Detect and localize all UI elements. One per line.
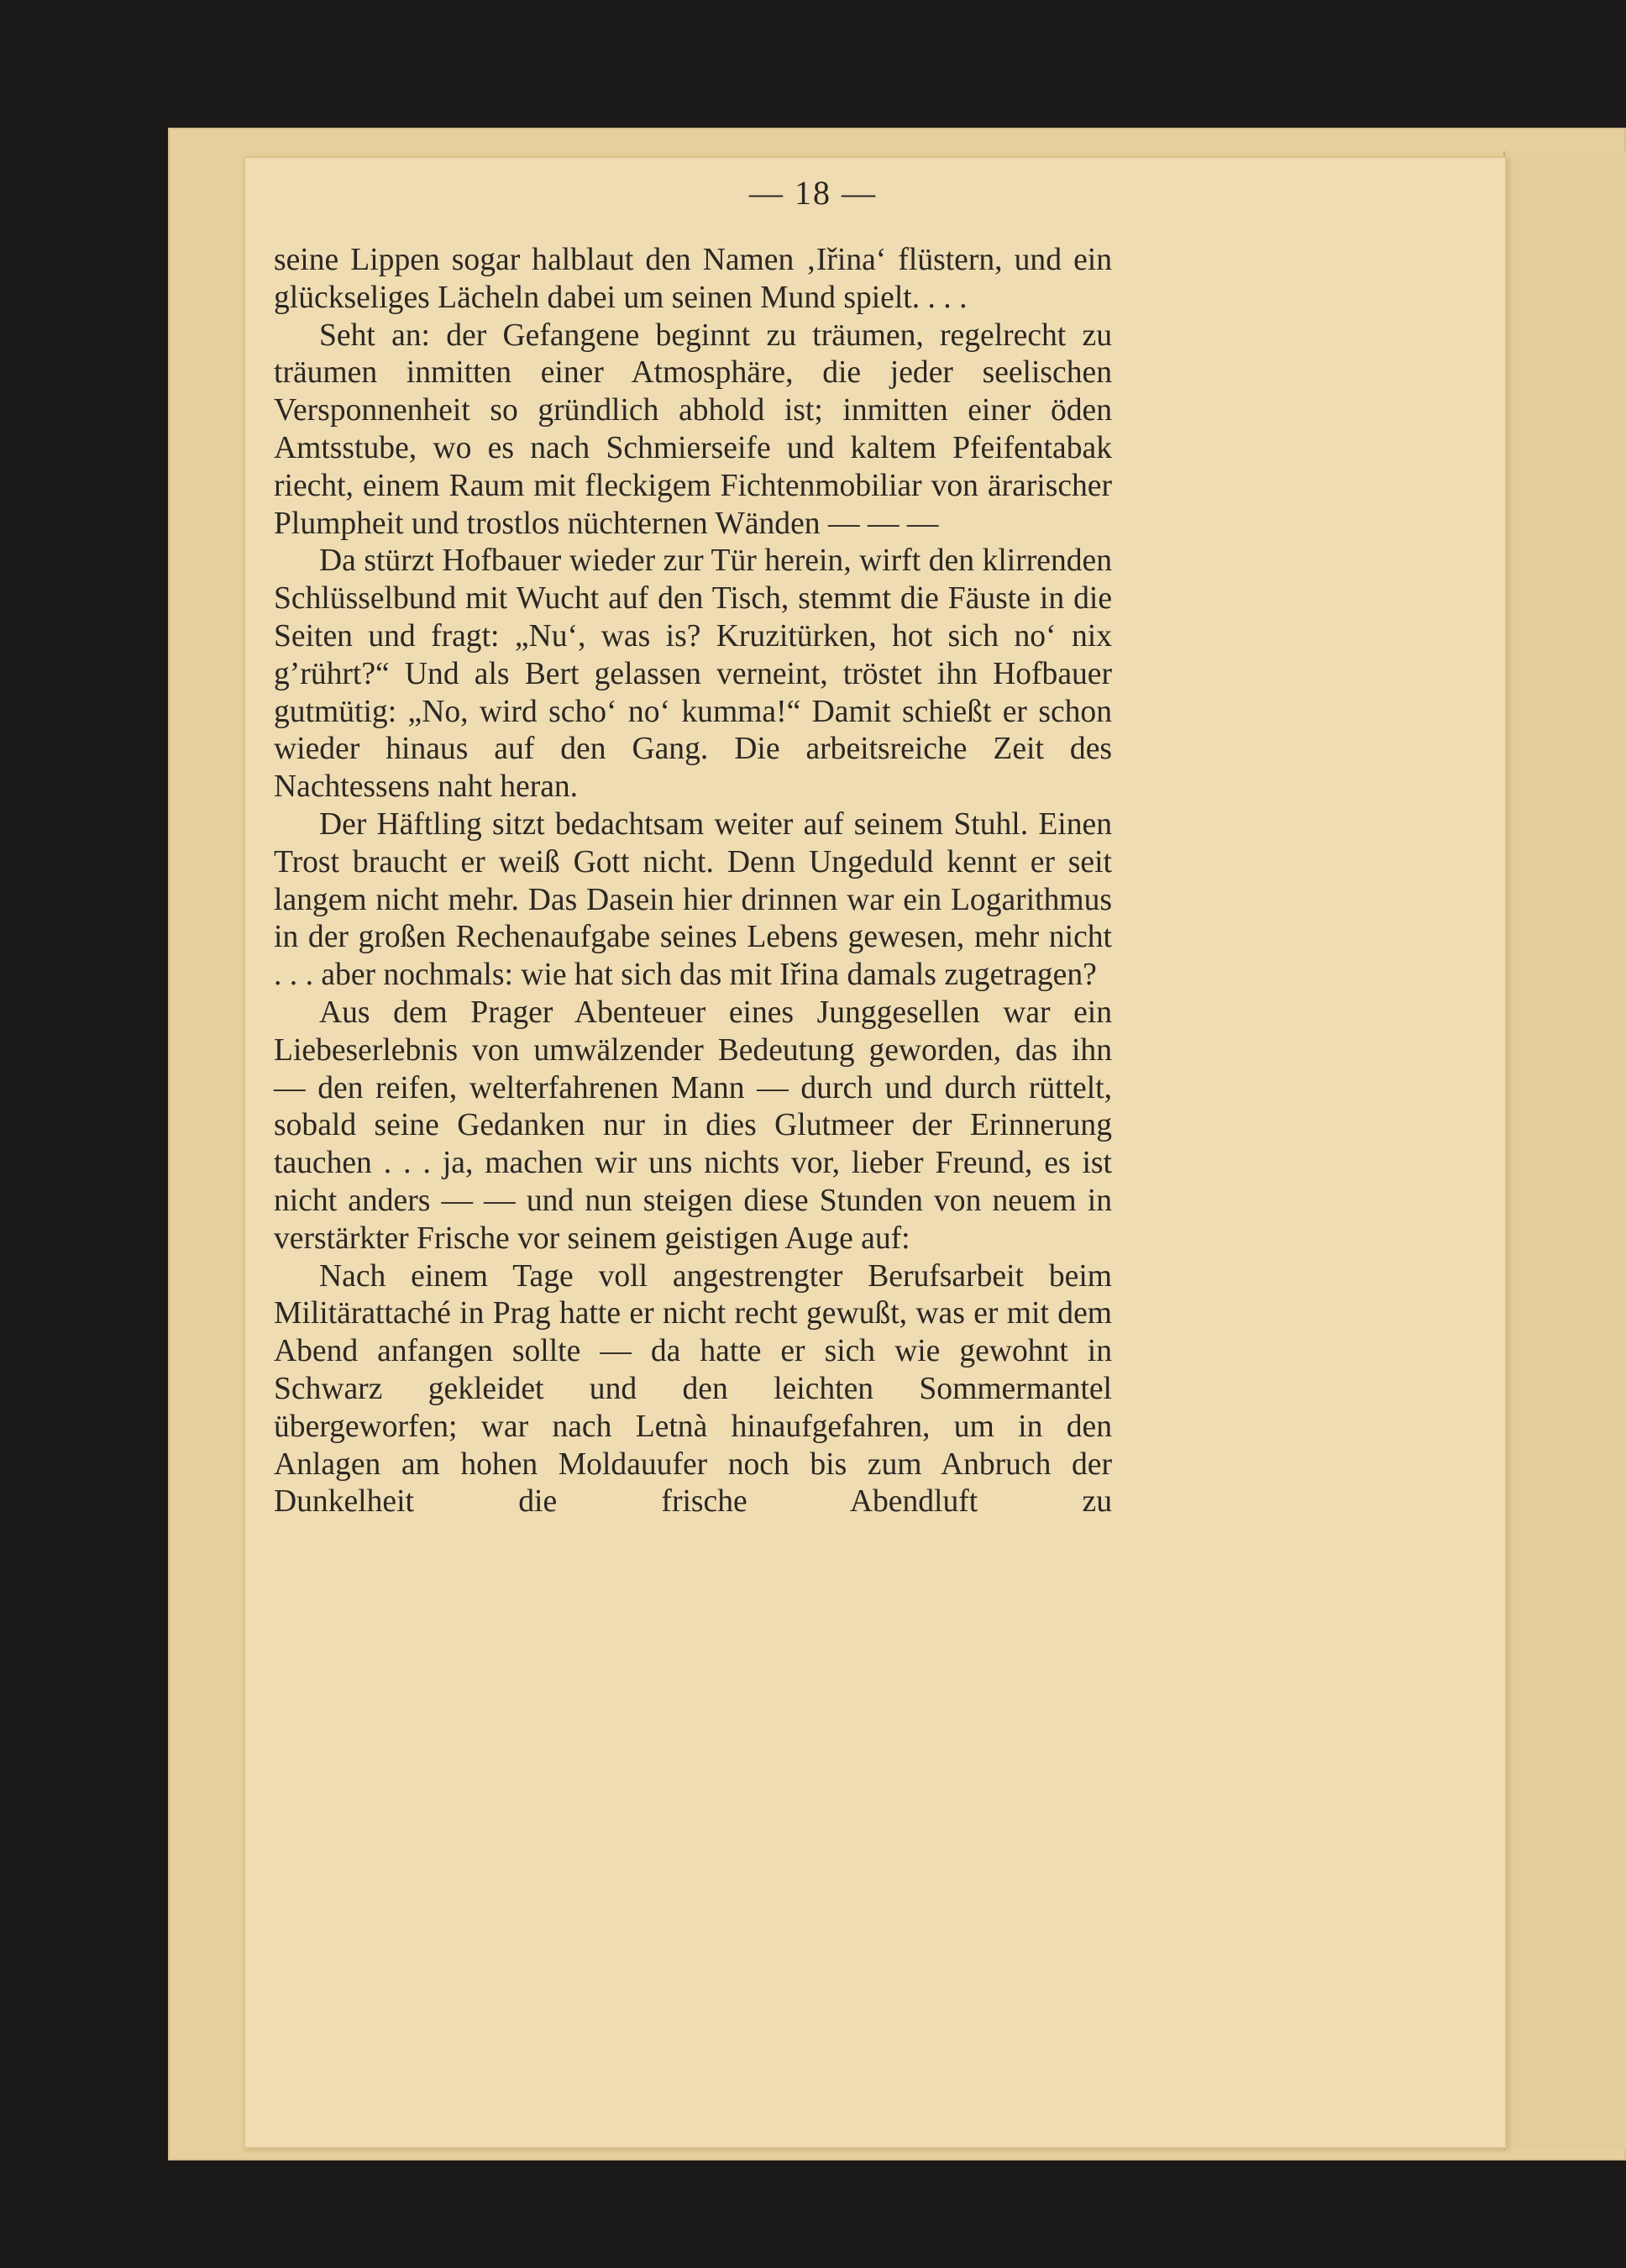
paragraph: Da stürzt Hofbauer wieder zur Tür herein, wirft den klirrenden Schlüsselbund mit Wucht auf den Tisch, stemmt die Fäuste in die Seiten und fragt: „Nu‘, was is? Kruzitürken, hot sich no‘ nix g’rührt?“ Und als Bert gelassen verneint, tröstet ihn Hofbauer gutmütig: „No, wird scho‘ no‘ kumma!“ Damit schießt er schon wieder hinaus auf den Gang. Die arbeitsreiche Zeit des Nachtessens naht heran. (274, 543, 1112, 805)
paragraph: Der Häftling sitzt bedachtsam weiter auf seinem Stuhl. Einen Trost braucht er weiß Gott nicht. Denn Ungeduld kennt er seit langem nicht mehr. Das Dasein hier drinnen war ein Logarithmus in der großen Rechenaufgabe seines Lebens gewesen, mehr nicht . . . aber nochmals: wie hat sich das mit Iřina damals zugetragen? (274, 806, 1112, 993)
paragraph: Seht an: der Gefangene beginnt zu träumen, regelrecht zu träumen inmitten einer Atmosphäre, die jeder seelischen Versponnenheit so gründlich abhold ist; inmitten einer öden Amtsstube, wo es nach Schmierseife und kaltem Pfeifentabak riecht, einem Raum mit fleckigem Fichtenmobiliar von ärarischer Plumpheit und trostlos nüchternen Wänden — — — (274, 318, 1112, 541)
paragraph-continuation: seine Lippen sogar halblaut den Namen ‚Iřina‘ flüstern, und ein glückseliges Lächeln dabei um seinen Mund spielt. . . . (274, 243, 1112, 315)
paragraph-continues: Nach einem Tage voll angestrengter Berufsarbeit beim Militärattaché in Prag hatte er nicht recht gewußt, was er mit dem Abend anfangen sollte — da hatte er sich wie gewohnt in Schwarz gekleidet und den leichten Sommermantel übergeworfen; war nach Letnà hinaufgefahren, um in den Anlagen am hohen Moldauufer noch bis zum Anbruch der Dunkelheit die frische Abendluft zu (274, 1258, 1112, 1520)
page-body-text (274, 242, 1112, 1521)
paragraph: Aus dem Prager Abenteuer eines Junggesellen war ein Liebeserlebnis von umwälzender Bedeutung geworden, das ihn — den reifen, welterfahrenen Mann — durch und durch rüttelt, sobald seine Gedanken nur in dies Glutmeer der Erinnerung tauchen . . . ja, machen wir uns nichts vor, lieber Freund, es ist nicht anders — — und nun steigen diese Stunden von neuem in verstärkter Frische vor seinem geistigen Auge auf: (274, 995, 1112, 1256)
page-number: — 18 — (749, 174, 877, 212)
facing-page-edge (1503, 151, 1626, 2150)
